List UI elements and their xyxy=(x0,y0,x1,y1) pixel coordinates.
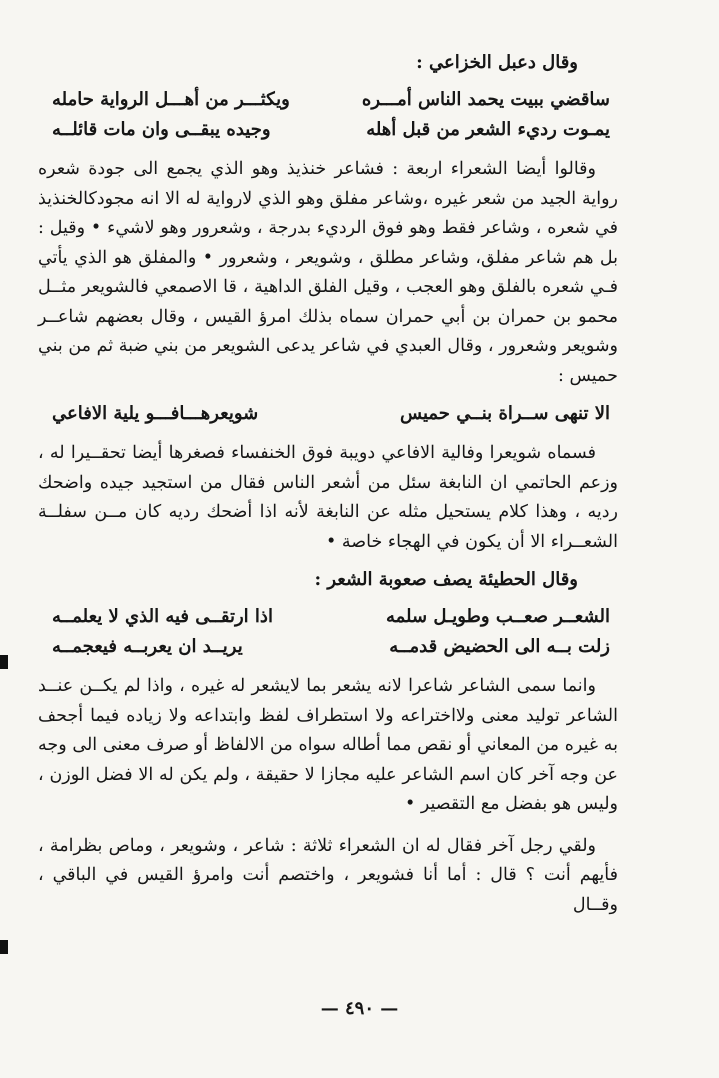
verse-second-hemistich: شويعرهـــافـــو يلية الافاعي xyxy=(52,403,259,424)
paragraph-poet-definition: وانما سمى الشاعر شاعرا لانه يشعر بما لايشعر له غيره ، واذا لم يكــن عنــد الشاعر توليد معنى ولااختراعه ولا استطراف لفظ وابتداعه ولا زياده فيما أجحف به غيره من المعاني أو نقص مما أطاله سواه من الالفاظ أو صرف معنى الى وجه عن وجه آخر كان اسم الشاعر عليه مجازا لا حقيقة ، ولم يكن له الا فضل الوزن ، وليس هو بفضل مع التقصير • xyxy=(38,676,618,814)
poem-abdi xyxy=(38,399,618,429)
verse-first-hemistich: الشعــر صعــب وطويـل سلمه xyxy=(385,606,610,627)
verse-second-hemistich: يريــد ان يعربــه فيعجمــه xyxy=(52,636,243,657)
verse-line xyxy=(38,399,618,429)
verse-first-hemistich: الا تنهى ســراة بنــي حميس xyxy=(400,403,610,424)
scan-edge-mark xyxy=(0,940,8,954)
verse-line xyxy=(38,115,618,145)
verse-line xyxy=(38,85,618,115)
verse-line xyxy=(38,602,618,632)
paragraph-poets-classes: وقالوا أيضا الشعراء اربعة : فشاعر خنذيذ وهو الذي يجمع الى جودة شعره رواية الجيد من شعر غيره ،وشاعر مفلق وهو الذي لارواية له الا انه مجودكالخنذيذ في شعره ، وشاعر فقط وهو فوق الرديء بدرجة ، وشعرور وهو لاشيء • وقيل : بل هم شاعر مفلق، وشاعر مطلق ، وشويعر ، وشعرور • والمفلق هو الذي يأتي فـي شعره بالفلق وهو العجب ، وقيل الفلق الداهية ، قا الاصمعي فالشويعر مثــل محمو بن حمران بن أبي حمران سماه بذلك امرؤ القيس ، وقال بعضهم شاعــر وشويعر وشعرور ، وقال العبدي في شاعر يدعى الشويعر من بني ضبة ثم من بني حميس : xyxy=(38,159,618,386)
verse-first-hemistich: زلت بــه الى الحضيض قدمــه xyxy=(389,636,610,657)
poem-diibil xyxy=(38,85,618,145)
paragraph-nabigha: فسماه شويعرا وفالية الافاعي دويبة فوق الخنفساء فصغرها أيضا تحقــيرا له ، وزعم الحاتمي ان النابغة سئل من أشعر الناس فقال من استجيد جيده واضحك رديه ، وهذا كلام يستحيل مثله عن النابغة لأنه اذا أضحك رديه كان مــن سفلــة الشعــراء الا أن يكون في الهجاء خاصة • xyxy=(38,443,618,552)
poem-hutaya xyxy=(38,602,618,662)
paragraph-three-poets: ولقي رجل آخر فقال له ان الشعراء ثلاثة : شاعر ، وشويعر ، وماص بظرامة ، فأيهم أنت ؟ قال : أما أنا فشويعر ، واختصم أنت وامرؤ القيس في الباقي ، وقــال xyxy=(38,835,618,915)
page-number: — ٤٩٠ — xyxy=(320,998,399,1019)
verse-line xyxy=(38,632,618,662)
verse-second-hemistich: ويكثـــر من أهـــل الرواية حامله xyxy=(52,89,290,110)
verse-first-hemistich: ساقضي ببيت يحمد الناس أمـــره xyxy=(361,89,610,110)
scan-edge-mark xyxy=(0,655,8,669)
section-heading-hutaya: وقال الحطيئة يصف صعوبة الشعر : xyxy=(314,569,578,590)
section-heading-diibil: وقال دعبل الخزاعي : xyxy=(416,52,578,73)
verse-second-hemistich: اذا ارتقــى فيه الذي لا يعلمــه xyxy=(52,606,273,627)
page-body xyxy=(38,52,618,920)
verse-second-hemistich: وجيده يبقــى وان مات قائلــه xyxy=(52,119,271,140)
verse-first-hemistich: يمـوت رديء الشعر من قبل أهله xyxy=(366,119,610,140)
